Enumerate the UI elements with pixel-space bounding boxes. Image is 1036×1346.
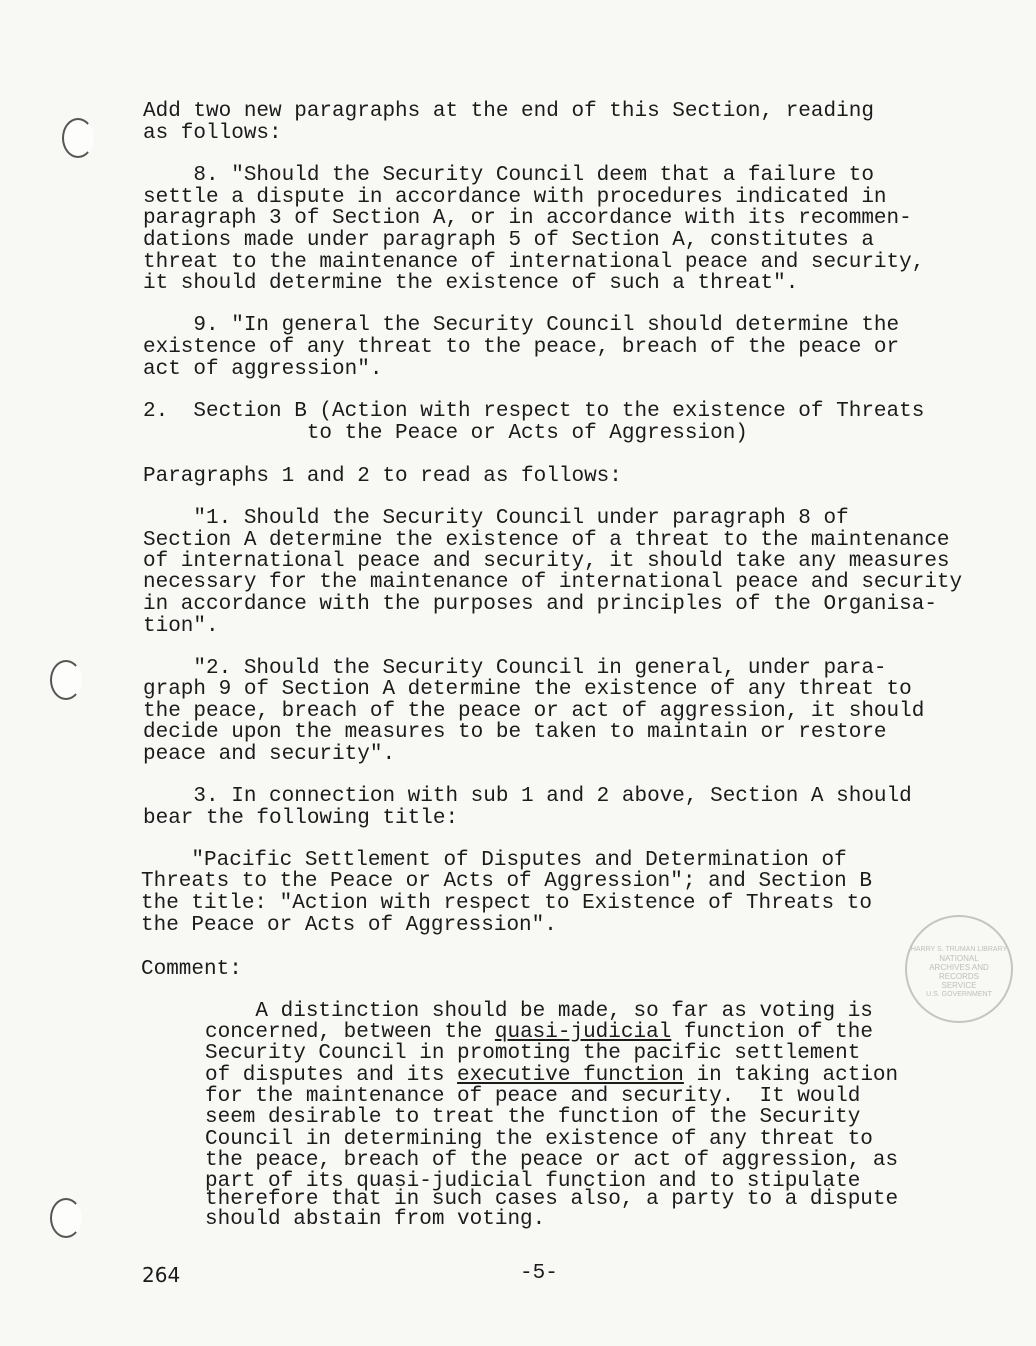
archive-stamp — [905, 915, 1013, 1023]
punch-hole-middle — [50, 660, 82, 700]
para9-line: existence of any threat to the peace, breach of the peace or — [143, 336, 900, 359]
comment-line: therefore that in such cases also, a party to a dispute — [205, 1188, 899, 1211]
para8-line: paragraph 3 of Section A, or in accordance with its recommen- — [143, 207, 912, 230]
comment-line: the peace, breach of the peace or act of aggression, as — [205, 1149, 899, 1172]
executive-function-emphasis: executive function — [457, 1064, 684, 1087]
para9-line: 9. "In general the Security Council should determine the — [143, 314, 900, 337]
sub1-line: of international peace and security, it should take any measures — [143, 550, 950, 573]
stamp-text: ARCHIVES AND — [929, 963, 989, 972]
comment-line — [205, 1065, 898, 1087]
sub1-line: in accordance with the purposes and principles of the Organisa- — [143, 593, 937, 616]
paragraphs-heading: Paragraphs 1 and 2 to read as follows: — [143, 465, 622, 488]
document-number: 264 — [142, 1263, 181, 1287]
sub2-line: decide upon the measures to be taken to maintain or restore — [143, 721, 887, 744]
comment-text: concerned, between the — [205, 1021, 495, 1044]
punch-hole-bottom — [50, 1198, 82, 1238]
sub2-line: peace and security". — [143, 743, 396, 766]
stamp-text: SERVICE — [941, 981, 977, 990]
title-para-line: "Pacific Settlement of Disputes and Determination of — [141, 849, 847, 872]
quasi-judicial-emphasis: quasi-judicial — [494, 1021, 672, 1044]
sub2-line: the peace, breach of the peace or act of aggression, it should — [143, 700, 925, 723]
comment-line: Security Council in promoting the pacific settlement — [205, 1042, 861, 1065]
title-para-line: the title: "Action with respect to Existence of Threats to — [141, 892, 872, 915]
para9-line: act of aggression". — [143, 358, 383, 381]
intro-line: Add two new paragraphs at the end of this Section, reading — [143, 100, 874, 123]
comment-heading: Comment: — [141, 958, 242, 981]
comment-line — [205, 1022, 873, 1044]
para8-line: threat to the maintenance of international peace and security, — [143, 251, 925, 274]
sub2-line: graph 9 of Section A determine the existence of any threat to — [143, 678, 912, 701]
sub1-line: "1. Should the Security Council under paragraph 8 of — [143, 507, 849, 530]
para8-line: 8. "Should the Security Council deem that a failure to — [143, 164, 874, 187]
para8-line: it should determine the existence of such a threat". — [143, 272, 799, 295]
section2-heading: 2. Section B (Action with respect to the existence of Threats — [143, 400, 925, 423]
title-para-line: the Peace or Acts of Aggression". — [141, 914, 557, 937]
sub1-line: tion". — [143, 615, 219, 638]
page-number: -5- — [520, 1262, 558, 1285]
stamp-text: RECORDS — [938, 972, 979, 981]
para8-line: dations made under paragraph 5 of Section A, constitutes a — [143, 229, 874, 252]
title-para-line: Threats to the Peace or Acts of Aggression"; and Section B — [141, 870, 872, 893]
sub2-line: "2. Should the Security Council in general, under para- — [143, 657, 887, 680]
stamp-text: U.S. GOVERNMENT — [926, 991, 992, 998]
item3-line: 3. In connection with sub 1 and 2 above, Section A should — [143, 785, 912, 808]
para8-line: settle a dispute in accordance with procedures indicated in — [143, 186, 887, 209]
comment-text: of disputes and its — [205, 1064, 458, 1087]
comment-text: function of the — [671, 1021, 873, 1044]
comment-line: should abstain from voting. — [205, 1208, 546, 1231]
comment-line: Council in determining the existence of any threat to — [205, 1128, 873, 1151]
intro-line: as follows: — [143, 122, 282, 145]
comment-line: part of its quasi-judicial function and to stipulate — [205, 1170, 861, 1193]
sub1-line: Section A determine the existence of a threat to the maintenance — [143, 529, 950, 552]
punch-hole-top — [62, 118, 94, 158]
stamp-text: HARRY S. TRUMAN LIBRARY — [910, 946, 1008, 953]
comment-text: in taking action — [683, 1064, 899, 1087]
item3-line: bear the following title: — [143, 807, 459, 830]
section2-heading: to the Peace or Acts of Aggression) — [143, 422, 748, 445]
comment-line: A distinction should be made, so far as voting is — [205, 1000, 873, 1023]
comment-line: seem desirable to treat the function of the Security — [205, 1106, 861, 1129]
stamp-text: NATIONAL — [939, 954, 979, 963]
sub1-line: necessary for the maintenance of international peace and security — [143, 571, 963, 594]
comment-line: for the maintenance of peace and security. It would — [205, 1085, 861, 1108]
